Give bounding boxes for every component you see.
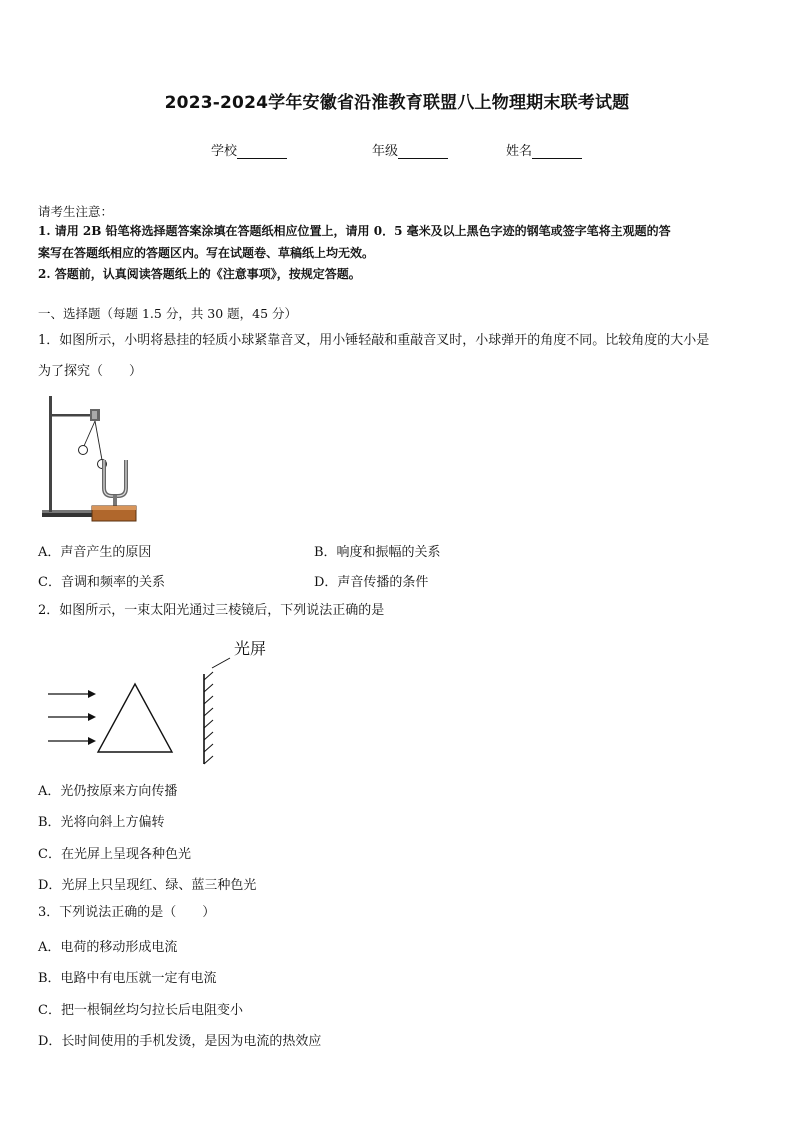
name-blank[interactable]	[532, 144, 582, 159]
q2-option-b[interactable]: B．光将向斜上方偏转	[38, 815, 165, 830]
q1-option-b[interactable]: B．响度和振幅的关系	[314, 545, 441, 560]
notice-item-1-line-2: 案写在答题纸相应的答题区内。写在试题卷、草稿纸上均无效。	[38, 246, 375, 260]
q3-option-b[interactable]: B．电路中有电压就一定有电流	[38, 971, 217, 986]
q3-stem: 3．下列说法正确的是（ ）	[38, 905, 216, 920]
q2-option-c[interactable]: C．在光屏上呈现各种色光	[38, 847, 191, 862]
school-label: 学校	[211, 144, 238, 159]
q1-option-c[interactable]: C．音调和频率的关系	[38, 575, 165, 590]
school-field[interactable]	[211, 140, 287, 159]
name-field[interactable]	[506, 140, 582, 159]
q1-stem-line-2: 为了探究（ ）	[38, 364, 143, 379]
q1-stem-line-1: 1．如图所示，小明将悬挂的轻质小球紧靠音叉，用小锤轻敲和重敲音叉时，小球弹开的角度不同。比较角度的大小是	[38, 333, 710, 348]
grade-label: 年级	[372, 144, 399, 159]
q3-option-a[interactable]: A．电荷的移动形成电流	[38, 940, 178, 955]
notice-heading: 请考生注意：	[38, 204, 114, 219]
q1-option-a[interactable]: A．声音产生的原因	[38, 545, 152, 560]
q3-option-d[interactable]: D．长时间使用的手机发烫，是因为电流的热效应	[38, 1034, 322, 1049]
prism-figure	[40, 632, 290, 772]
section-heading: 一、选择题（每题 1.5 分，共 30 题，45 分）	[38, 306, 298, 321]
q2-stem: 2．如图所示，一束太阳光通过三棱镜后，下列说法正确的是	[38, 603, 385, 618]
q2-option-d[interactable]: D．光屏上只呈现红、绿、蓝三种色光	[38, 878, 257, 893]
tuning-fork-figure	[40, 392, 140, 527]
notice-item-1-line-1: 1. 请用 2B 铅笔将选择题答案涂填在答题纸相应位置上，请用 0．5 毫米及以上黑色字迹的钢笔或签字笔将主观题的答	[38, 224, 671, 238]
q3-option-c[interactable]: C．把一根铜丝均匀拉长后电阻变小	[38, 1003, 243, 1018]
grade-blank[interactable]	[398, 144, 448, 159]
notice-item-2: 2. 答题前，认真阅读答题纸上的《注意事项》，按规定答题。	[38, 267, 361, 281]
q2-option-a[interactable]: A．光仍按原来方向传播	[38, 784, 178, 799]
screen-label: 光屏	[234, 639, 267, 658]
q1-option-d[interactable]: D．声音传播的条件	[314, 575, 429, 590]
grade-field[interactable]	[372, 140, 448, 159]
name-label: 姓名	[506, 144, 533, 159]
page-title: 2023-2024学年安徽省沿淮教育联盟八上物理期末联考试题	[164, 93, 630, 113]
school-blank[interactable]	[237, 144, 287, 159]
